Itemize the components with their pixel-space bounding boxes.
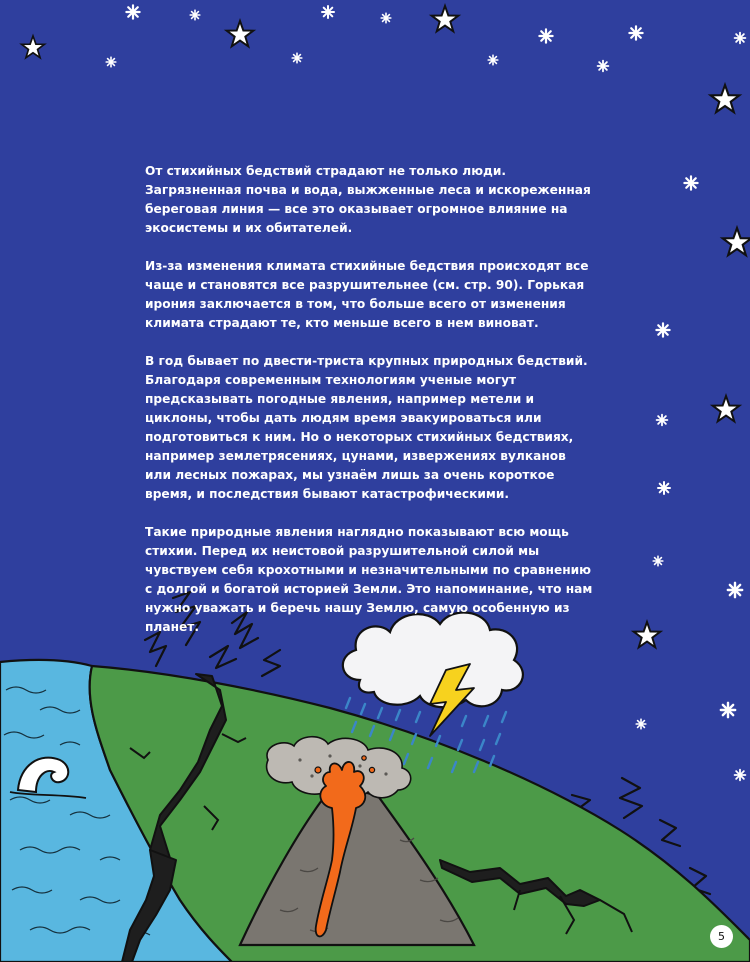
star-icon	[22, 36, 45, 58]
star-icon	[656, 323, 669, 336]
star-icon	[381, 13, 391, 23]
paragraph: В год бывает по двести-триста крупных природных бедствий. Благодаря современным технологиям ученые могут предсказывать погодные явления, например метели и циклоны, чтобы дать людям время эвакуироваться или подготовиться к ним. Но о некоторых стихийных бедствиях, например землетрясениях, цунами, извержениях вулканов или лесных пожарах, мы узнаём лишь за очень короткое время, и последствия бывают катастрофическими.	[145, 354, 588, 501]
star-icon	[322, 6, 334, 18]
paragraph: От стихийных бедствий страдают не только люди. Загрязненная почва и вода, выжженные леса и искореженная береговая линия — все это оказывает огромное влияние на экосистемы и их обитателей.	[145, 164, 591, 235]
star-icon	[723, 228, 750, 255]
star-icon	[106, 57, 116, 67]
paragraph: Из-за изменения климата стихийные бедствия происходят все чаще и становятся все разрушительнее (см. стр. 90). Горькая ирония заключается в том, что больше всего от изменения климата страдают те, кто меньше всего в нем виноват.	[145, 259, 589, 330]
star-icon	[292, 53, 302, 63]
star-icon	[488, 55, 498, 65]
star-icon	[539, 29, 552, 42]
star-icon	[713, 396, 740, 421]
star-icon	[634, 622, 661, 647]
paragraph: Такие природные явления наглядно показывают всю мощь стихии. Перед их неистовой разрушительной силой мы чувствуем себя крохотными и незначительными по сравнению с долгой и богатой историей Земли. Это напоминание, что нам нужно уважать и беречь нашу Землю, самую особенную из планет.	[145, 525, 593, 634]
star-icon	[728, 583, 742, 597]
star-icon	[735, 770, 746, 781]
star-icon	[658, 482, 670, 494]
star-icon	[190, 10, 200, 20]
star-icon	[636, 719, 646, 729]
star-icon	[657, 415, 668, 426]
star-icon	[711, 85, 740, 112]
star-icon	[721, 703, 735, 717]
star-icon	[684, 176, 697, 189]
star-icon	[432, 6, 459, 31]
star-icon	[598, 61, 609, 72]
article-text	[145, 162, 595, 656]
star-icon	[629, 26, 642, 39]
star-icon	[227, 21, 254, 46]
star-icon	[126, 5, 139, 18]
page-number: 5	[710, 925, 733, 948]
star-icon	[653, 556, 663, 566]
star-icon	[735, 33, 746, 44]
